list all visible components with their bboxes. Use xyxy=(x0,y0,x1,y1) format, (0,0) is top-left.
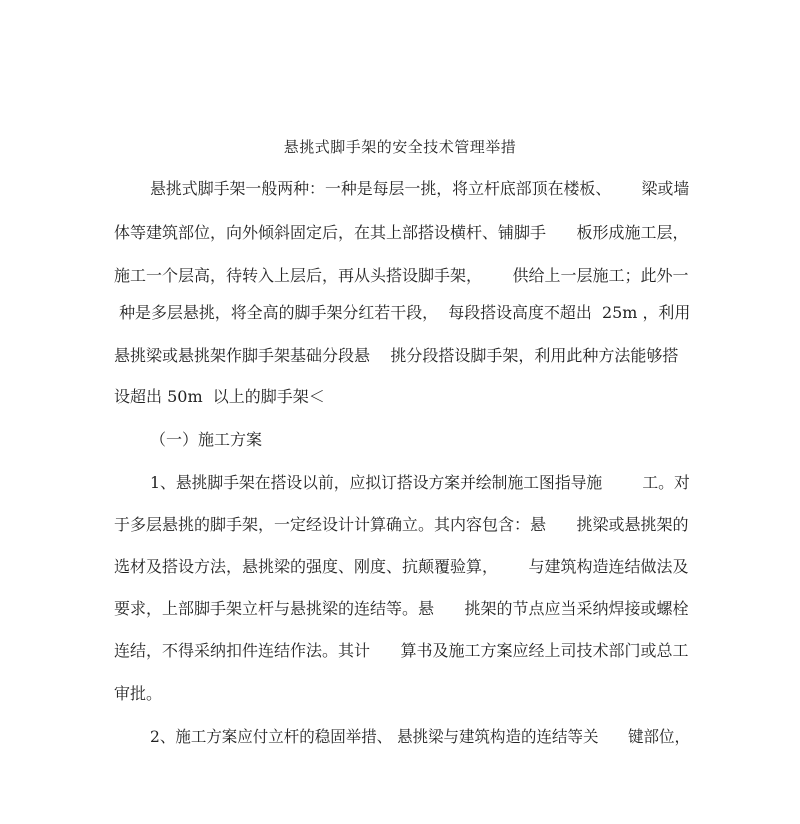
paragraph-line: 体等建筑部位，向外倾斜固定后，在其上部搭设横杆、铺脚手 板形成施工层， xyxy=(114,223,689,242)
paragraph-line: 设超出 50m 以上的脚手架＜ xyxy=(114,387,325,406)
paragraph-line: 1、悬挑脚手架在搭设以前，应拟订搭设方案并绘制施工图指导施 工。对 xyxy=(150,473,690,492)
paragraph-line: 连结，不得采纳扣件连结作法。其计 算书及施工方案应经上司技术部门或总工 xyxy=(114,641,689,660)
section-heading: （一）施工方案 xyxy=(150,430,263,449)
paragraph-line: 种是多层悬挑，将全高的脚手架分红若干段， 每段搭设高度不超出 25m ，利用 xyxy=(114,303,691,322)
paragraph-line: 审批。 xyxy=(114,684,163,703)
paragraph-line: 于多层悬挑的脚手架，一定经设计计算确立。其内容包含：悬 挑梁或悬挑架的 xyxy=(114,515,689,534)
paragraph-line: 施工一个层高，待转入上层后，再从头搭设脚手架， 供给上一层施工；此外一 xyxy=(114,266,689,285)
paragraph-line: 悬挑式脚手架一般两种：一种是每层一挑，将立杆底部顶在楼板、 梁或墙 xyxy=(150,179,690,198)
paragraph-line: 选材及搭设方法，悬挑梁的强度、刚度、抗颠覆验算， 与建筑构造连结做法及 xyxy=(114,557,689,576)
paragraph-line: 悬挑梁或悬挑架作脚手架基础分段悬 挑分段搭设脚手架，利用此种方法能够搭 xyxy=(114,346,679,365)
paragraph-line: 2、施工方案应付立杆的稳固举措、 悬挑梁与建筑构造的连结等关 键部位， xyxy=(150,727,690,746)
document-title: 悬挑式脚手架的安全技术管理举措 xyxy=(283,138,517,156)
paragraph-line: 要求，上部脚手架立杆与悬挑梁的连结等。悬 挑架的节点应当采纳焊接或螺栓 xyxy=(114,599,689,618)
